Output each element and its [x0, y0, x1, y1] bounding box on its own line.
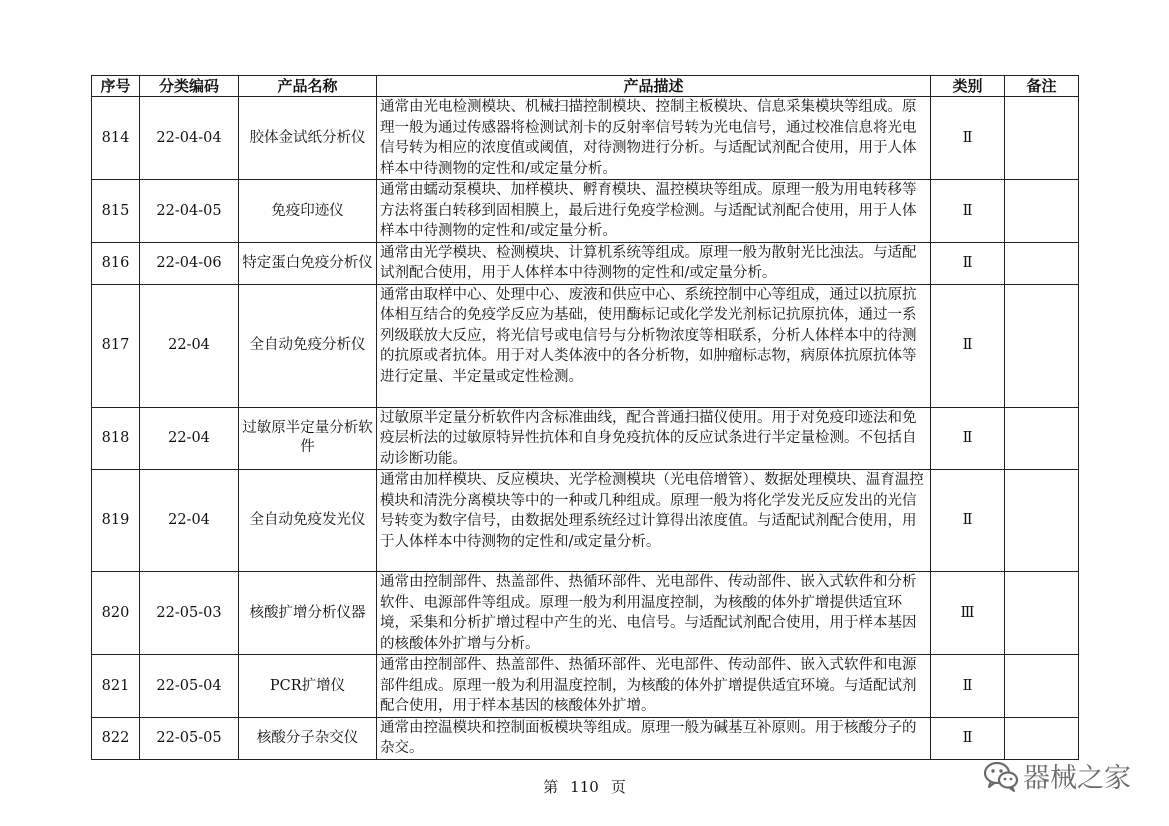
cell-no: 818	[92, 407, 140, 470]
cell-class: Ⅱ	[931, 180, 1005, 243]
header-name: 产品名称	[239, 76, 377, 97]
cell-class: Ⅱ	[931, 655, 1005, 718]
cell-code: 22-05-05	[140, 717, 239, 759]
cell-note	[1005, 242, 1079, 284]
cell-code: 22-04	[140, 470, 239, 572]
cell-desc: 过敏原半定量分析软件内含标准曲线，配合普通扫描仪使用。用于对免疫印迹法和免疫层析法的过敏原特异性抗体和自身免疫抗体的反应试条进行半定量检测。不包括自动诊断功能。	[377, 407, 931, 470]
cell-desc: 通常由加样模块、反应模块、光学检测模块（光电倍增管）、数据处理模块、温育温控模块和清洗分离模块等中的一种或几种组成。原理一般为将化学发光反应发出的光信号转变为数字信号，由数据处理系统经过计算得出浓度值。与适配试剂配合使用，用于人体样本中待测物的定性和/或定量分析。	[377, 470, 931, 572]
cell-code: 22-04-06	[140, 242, 239, 284]
header-note: 备注	[1005, 76, 1079, 97]
header-class: 类别	[931, 76, 1005, 97]
page-number-suffix: 页	[610, 778, 626, 796]
cell-name: 核酸分子杂交仪	[239, 717, 377, 759]
watermark	[983, 756, 1131, 795]
cell-desc: 通常由控温模块和控制面板模块等组成。原理一般为碱基互补原则。用于核酸分子的杂交。	[377, 717, 931, 759]
cell-no: 815	[92, 180, 140, 243]
cell-code: 22-05-04	[140, 655, 239, 718]
table-row	[92, 180, 1079, 243]
cell-name: 胶体金试纸分析仪	[239, 97, 377, 180]
cell-no: 817	[92, 284, 140, 407]
cell-note	[1005, 717, 1079, 759]
table-row	[92, 717, 1079, 759]
cell-class: Ⅱ	[931, 407, 1005, 470]
cell-no: 814	[92, 97, 140, 180]
header-desc: 产品描述	[377, 76, 931, 97]
watermark-text: 器械之家	[1023, 763, 1131, 794]
cell-code: 22-04	[140, 284, 239, 407]
table-header-row	[92, 76, 1079, 97]
cell-desc: 通常由光学模块、检测模块、计算机系统等组成。原理一般为散射光比浊法。与适配试剂配合使用，用于人体样本中待测物的定性和/或定量分析。	[377, 242, 931, 284]
page-number-prefix: 第	[543, 778, 559, 796]
cell-class: Ⅱ	[931, 717, 1005, 759]
wechat-icon	[983, 760, 1019, 792]
cell-code: 22-04-05	[140, 180, 239, 243]
cell-code: 22-04	[140, 407, 239, 470]
table-row	[92, 655, 1079, 718]
cell-name: 免疫印迹仪	[239, 180, 377, 243]
cell-note	[1005, 655, 1079, 718]
cell-desc: 通常由光电检测模块、机械扫描控制模块、控制主板模块、信息采集模块等组成。原理一般为通过传感器将检测试剂卡的反射率信号转为光电信号，通过校准信息将光电信号转为相应的浓度值或阈值，对待测物进行分析。与适配试剂配合使用，用于人体样本中待测物的定性和/或定量分析。	[377, 97, 931, 180]
page-number: 110	[570, 778, 599, 796]
cell-note	[1005, 407, 1079, 470]
table-row	[92, 572, 1079, 655]
table-row	[92, 97, 1079, 180]
cell-name: 过敏原半定量分析软件	[239, 407, 377, 470]
cell-class: Ⅲ	[931, 572, 1005, 655]
table-row	[92, 284, 1079, 407]
cell-name: 全自动免疫分析仪	[239, 284, 377, 407]
cell-class: Ⅱ	[931, 284, 1005, 407]
cell-code: 22-04-04	[140, 97, 239, 180]
cell-note	[1005, 97, 1079, 180]
table-row	[92, 407, 1079, 470]
cell-class: Ⅱ	[931, 470, 1005, 572]
cell-desc: 通常由取样中心、处理中心、废液和供应中心、系统控制中心等组成，通过以抗原抗体相互结合的免疫学反应为基础，使用酶标记或化学发光剂标记抗原抗体，通过一系列级联放大反应，将光信号或电信号与分析物浓度等相联系，分析人体样本中的待测的抗原或者抗体。用于对人类体液中的各分析物，如肿瘤标志物，病原体抗原抗体等进行定量、半定量或定性检测。	[377, 284, 931, 407]
cell-name: PCR扩增仪	[239, 655, 377, 718]
cell-desc: 通常由控制部件、热盖部件、热循环部件、光电部件、传动部件、嵌入式软件和分析软件、电源部件等组成。原理一般为利用温度控制，为核酸的体外扩增提供适宜环境，采集和分析扩增过程中产生的光、电信号。与适配试剂配合使用，用于样本基因的核酸体外扩增与分析。	[377, 572, 931, 655]
cell-desc: 通常由控制部件、热盖部件、热循环部件、光电部件、传动部件、嵌入式软件和电源部件组成。原理一般为利用温度控制，为核酸的体外扩增提供适宜环境。与适配试剂配合使用，用于样本基因的核酸体外扩增。	[377, 655, 931, 718]
cell-note	[1005, 470, 1079, 572]
cell-note	[1005, 180, 1079, 243]
cell-name: 核酸扩增分析仪器	[239, 572, 377, 655]
cell-code: 22-05-03	[140, 572, 239, 655]
table-row	[92, 470, 1079, 572]
cell-no: 816	[92, 242, 140, 284]
cell-no: 819	[92, 470, 140, 572]
cell-note	[1005, 284, 1079, 407]
cell-no: 822	[92, 717, 140, 759]
cell-desc: 通常由蠕动泵模块、加样模块、孵育模块、温控模块等组成。原理一般为用电转移等方法将蛋白转移到固相膜上，最后进行免疫学检测。与适配试剂配合使用，用于人体样本中待测物的定性和/或定量分析。	[377, 180, 931, 243]
table-row	[92, 242, 1079, 284]
cell-note	[1005, 572, 1079, 655]
header-no: 序号	[92, 76, 140, 97]
cell-class: Ⅱ	[931, 242, 1005, 284]
cell-no: 820	[92, 572, 140, 655]
cell-class: Ⅱ	[931, 97, 1005, 180]
cell-name: 特定蛋白免疫分析仪	[239, 242, 377, 284]
header-code: 分类编码	[140, 76, 239, 97]
cell-name: 全自动免疫发光仪	[239, 470, 377, 572]
product-table	[91, 75, 1079, 760]
cell-no: 821	[92, 655, 140, 718]
